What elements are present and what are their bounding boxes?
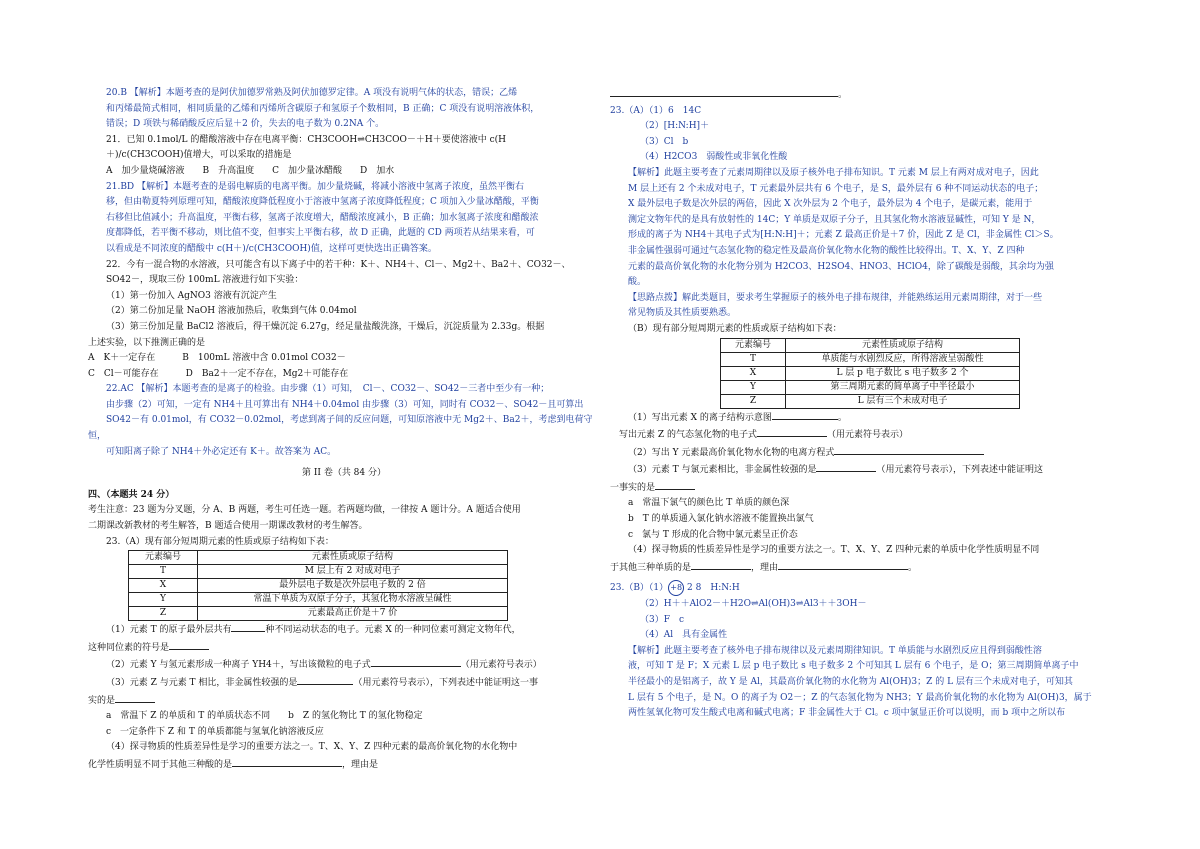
electron-formula: （2）[H:N:H]＋ [640,121,710,132]
answer-blank[interactable] [610,86,838,97]
electron-shells: 2 8 [687,583,702,594]
option-line: c 氯与 T 形成的化合物中氯元素呈正价态 [628,529,798,540]
electron-formula: H:N:H [710,583,740,594]
text-line: （3）第三份加足量 BaCl2 溶液后，得干燥沉淀 6.27g，经足量盐酸洗涤，干燥后，沉淀质量为 2.33g。根据 [106,321,545,332]
answer-blank[interactable] [816,461,876,472]
q23b-questions [610,409,1122,577]
table-header: 元素编号 [129,551,198,565]
text-line: 半径最小的是铝离子，故 Y 是 Al，其最高价氧化物的水化物为 Al(OH)3；Z 的 L 层有三个未成对电子，可知其 [628,677,1073,687]
text-span: （用元素符号表示），下列表述中能证明这 [876,465,1043,476]
q20-answer [88,86,600,133]
q23a-questions [88,621,600,773]
table-cell: L 层 p 电子数比 s 电子数多 2 个 [786,366,1020,380]
element-table-a [128,550,508,621]
text-line: L 层有 5 个电子，是 N。O 的离子为 O2－；Z 的气态氢化物为 NH3；Y 最高价氧化物的水化物为 Al(OH)3，属于 [628,692,1092,703]
text-span: （3）元素 Z 与元素 T 相比，非金属性较强的是 [106,678,298,688]
text-line: SO42－有 0.01mol，有 CO32－0.02mol，考虑到离子间的反应问题，可知原溶液中无 Mg2＋、Ba2＋，考虑到电荷守恒， [88,415,593,442]
answer-blank[interactable] [691,559,751,570]
text-line: 以看成是不同浓度的醋酸中 c(H＋)/c(CH3COOH)值，这样可更快选出正确答案。 [106,243,437,254]
text-span: 这种同位素的符号是 [88,642,170,653]
text-line: （4）探寻物质的性质差异性是学习的重要方法之一。T、X、Y、Z 四种元素的最高价氧化物的水化物中 [106,742,518,753]
table-cell: 最外层电子数是次外层电子数的 2 倍 [198,579,508,593]
text-span: 化学性质明显不同于其他三种酸的是 [88,759,233,770]
table-cell: X [129,579,198,593]
text-span: 一事实的是 [610,482,656,493]
table-cell: 单质能与水剧烈反应，所得溶液呈弱酸性 [786,352,1020,366]
answer-line: （3）Cl b [640,136,689,147]
left-column [88,86,600,774]
text-line: 两性氢氧化物可发生酸式电离和碱式电离；F 非金属性大于 Cl。c 项中氯显正价可以说明，而 b 项中之所以布 [628,708,1066,719]
text-line: 22.AC 【解析】本题考查的是离子的检验。由步骤（1）可知， Cl－、CO32－、SO42－三者中至少有一种； [106,384,550,395]
part-four-heading: 四、（本题共 24 分） [88,489,175,500]
table-header: 元素编号 [721,338,786,352]
text-line: 【思路点拨】解此类题目，要求考生掌握原子的核外电子排布规律，并能熟练运用元素周期律，对于一些 [628,292,1043,303]
table-cell: Z [129,607,198,621]
text-span: 实的是 [88,695,116,706]
text-span: 。 [908,562,918,573]
text-span: （用元素符号表示） [826,430,908,441]
analysis-a [610,166,1122,291]
text-line: 元素的最高价氧化物的水化物分别为 H2CO3、H2SO4、HNO3、HClO4，除了碳酸是弱酸，其余均为强 [628,261,1054,272]
answer-blank[interactable] [297,674,353,685]
text-span: （2）元素 Y 与氢元素形成一种离子 YH4＋，写出该微粒的电子式 [106,660,371,671]
table-cell: 元素最高正价是＋7 价 [198,607,508,621]
q23a-solution [610,104,1122,166]
text-span: ，理由是 [342,759,379,770]
text-line: 【解析】此题主要考查了元素周期律以及原子核外电子排布知识。T 元素 M 层上有两对成对电子，因此 [628,167,1039,178]
text-line: 22．今有一混合物的水溶液，只可能含有以下离子中的若干种：K＋、NH4＋、Cl－、Mg2＋、Ba2＋、CO32－、 [106,259,571,270]
exam-notice [88,503,600,534]
q22-answer [88,382,600,460]
text-line: 20.B 【解析】本题考查的是阿伏加德罗常熟及阿伏加德罗定律。A 项没有说明气体的状态，错误；乙烯 [106,88,518,98]
answer-line: 23.（A）（1）6 14C [610,105,702,116]
text-line: 可知阳离子除了 NH4＋外必定还有 K＋。故答案为 AC。 [106,446,337,457]
q23b-solution [610,580,1122,643]
ionization-equation: （2）H＋＋AlO2－＋H2O⇌Al(OH)3⇌Al3＋＋3OH－ [640,599,867,610]
text-line: 21.BD 【解析】本题考查的是弱电解质的电离平衡。加少量烧碱，将减小溶液中氢离子浓度，虽然平衡右 [106,181,525,192]
text-span: （3）元素 T 与氯元素相比，非金属性较强的是 [628,465,817,476]
text-span: 种不同运动状态的电子。元素 X 的一种同位素可测定文物年代， [265,625,521,636]
table-cell: T [721,352,786,366]
text-line: 测定文物年代的是具有放射性的 14C；Y 单质是双原子分子，且其氢化物水溶液显碱性，可知 Y 是 N， [628,214,1041,225]
text-line: 形成的离子为 NH4＋其电子式为[H:N:H]＋；元素 Z 最高正价是＋7 价，因此 Z 是 Cl，非金属性 Cl＞S。 [628,230,1059,241]
table-cell: 常温下单质为双原子分子，其氢化物水溶液呈碱性 [198,593,508,607]
text-line: 错误；D 项铁与稀硝酸反应后显＋2 价，失去的电子数为 0.2NA 个。 [106,119,385,130]
text-line: 【解析】此题主要考查了核外电子排布规律以及元素周期律知识。T 单质能与水剧烈反应且得到弱酸性溶 [628,645,1042,656]
table-cell: T [129,565,198,579]
text-line: （4）探寻物质的性质差异性是学习的重要方法之一。T、X、Y、Z 四种元素的单质中化学性质明显不同 [628,545,1040,556]
table-cell: M 层上有 2 对成对电子 [198,565,508,579]
text-line: 21．已知 0.1mol/L 的醋酸溶液中存在电离平衡：CH3COOH⇌CH3COO－＋H＋要使溶液中 c(H [106,134,507,145]
answer-label: 23.（B）（1） [610,583,669,594]
table-cell: L 层有三个未成对电子 [786,394,1020,408]
q22-stem [88,258,600,289]
answer-blank[interactable] [655,479,695,490]
text-span: （用元素符号表示） [460,660,542,671]
text-line: 二期课改新教材的考生解答，B 题适合使用一期课改教材的考生解答。 [88,521,368,532]
table-cell: Y [129,593,198,607]
text-line: 常见物质及其性质要熟悉。 [628,308,737,319]
answer-blank[interactable] [772,409,838,420]
table-cell: Z [721,394,786,408]
text-span: 于其他三种单质的是 [610,562,692,573]
analysis-b [610,644,1122,722]
table-cell: 第三周期元素的简单离子中半径最小 [786,380,1020,394]
text-line: 度都降低，若平衡不移动，则比值不变，但事实上平衡右移，故 D 正确，此题的 CD 两项若从结果来看，可 [106,228,535,239]
q21-answer [88,180,600,258]
q22-steps [88,289,600,336]
table-cell: X [721,366,786,380]
q23b-intro: （B）现有部分短周期元素的性质或原子结构如下表： [628,323,842,334]
text-line: 由步骤（2）可知，一定有 NH4＋且可算出有 NH4＋0.04mol 由步骤（3）可知，同时有 CO32－、SO42－且可算出 [106,399,584,410]
table-header: 元素性质或原子结构 [198,551,508,565]
text-line: ＋)/c(CH3COOH)值增大，可以采取的措施是 [106,150,292,161]
answer-blank[interactable] [371,656,461,667]
answer-blank[interactable] [115,692,155,703]
q22-option-ab: A K＋一定存在 B 100mL 溶液中含 0.01mol CO32－ [88,353,346,364]
table-header: 元素性质或原子结构 [786,338,1020,352]
text-span: 。 [837,412,847,423]
q22-tail: 上述实验，以下推测正确的是 [88,337,206,348]
element-table-b [720,338,1020,409]
answer-blank[interactable] [232,756,342,767]
text-line: （1）第一份加入 AgNO3 溶液有沉淀产生 [106,290,277,301]
text-span: 写出元素 Z 的气态氢化物的电子式 [619,430,757,441]
answer-blank[interactable] [834,444,984,455]
table-cell: Y [721,380,786,394]
answer-blank[interactable] [778,559,908,570]
option-line: b T 的单质通入氯化钠水溶液不能置换出氯气 [628,514,814,525]
answer-blank[interactable] [757,426,827,437]
option-line: a 常温下氯气的颜色比 T 单质的颜色深 [628,498,790,509]
text-line: M 层上还有 2 个未成对电子，T 元素最外层共有 6 个电子，是 S，最外层有 6 种不同运动状态的电子； [628,183,1044,194]
text-span: （1）元素 T 的原子最外层共有 [106,625,232,636]
text-line: （2）第二份加足量 NaOH 溶液加热后，收集到气体 0.04mol [106,306,357,317]
answer-blank[interactable] [231,621,265,632]
answer-line: （3）F c [640,614,685,625]
section-title: 第 II 卷（共 84 分） [301,468,386,479]
option-line: a 常温下 Z 的单质和 T 的单质状态不同 b Z 的氢化物比 T 的氢化物稳定 [106,711,423,722]
text-line: SO42－，现取三份 100mL 溶液进行如下实验： [106,275,304,286]
text-line: 考生注意：23 题为分叉题，分 A、B 两题，考生可任选一题。若两题均做，一律按 A 题计分。A 题适合使用 [88,505,521,516]
text-span: （1）写出元素 X 的离子结构示意图 [628,412,772,423]
text-line: 酸。 [628,277,647,288]
text-line: 移，但由勒夏特列原理可知，醋酸浓度降低程度小于溶液中氢离子浓度降低程度；C 项加入少量冰醋酸，平衡 [106,197,539,208]
answer-line: （4）H2CO3 弱酸性或非氧化性酸 [640,152,788,163]
nucleus-circle-icon: +8 [668,580,684,596]
answer-line: （4）Al 具有金属性 [640,630,728,641]
text-span: 。 [838,90,848,100]
text-line: X 最外层电子数是次外层的两倍，因此 X 次外层为 2 个电子，最外层为 4 个电子，是碳元素，能用于 [628,199,1033,210]
text-line: 非金属性强弱可通过气态氢化物的稳定性及最高价氧化物水化物的酸性比较得出。T、X、Y、Z 四种 [628,245,1025,256]
answer-blank[interactable] [169,639,209,650]
q21-options: A 加少量烧碱溶液 B 升高温度 C 加少量冰醋酸 D 加水 [106,165,395,176]
option-line: c 一定条件下 Z 和 T 的单质都能与氢氧化钠溶液反应 [106,726,324,737]
text-line: 右移但比值减小；升高温度，平衡右移，氢离子浓度增大，醋酸浓度减小，B 正确；加水氢离子浓度和醋酸浓 [106,212,539,223]
text-span: （2）写出 Y 元素最高价氧化物水化物的电离方程式 [628,447,835,458]
text-span: （用元素符号表示），下列表述中能证明这一事 [353,678,538,688]
q21-stem [88,133,600,164]
text-span: ，理由 [751,562,779,573]
q23a-intro: 23.（A）现有部分短周期元素的性质或原子结构如下表： [106,536,334,547]
q22-option-cd: C Cl－可能存在 D Ba2＋一定不存在，Mg2＋可能存在 [88,368,349,379]
text-line: 液，可知 T 是 F；X 元素 L 层 p 电子数比 s 电子数多 2 个可知其 L 层有 6 个电子，是 O；第三周期简单离子中 [628,661,1079,672]
text-line: 和丙烯最简式相同，相同质量的乙烯和丙烯所含碳原子和氢原子个数相同，B 正确；C 项没有说明溶液体积， [106,103,540,114]
right-column [610,86,1122,722]
tip [610,291,1122,322]
